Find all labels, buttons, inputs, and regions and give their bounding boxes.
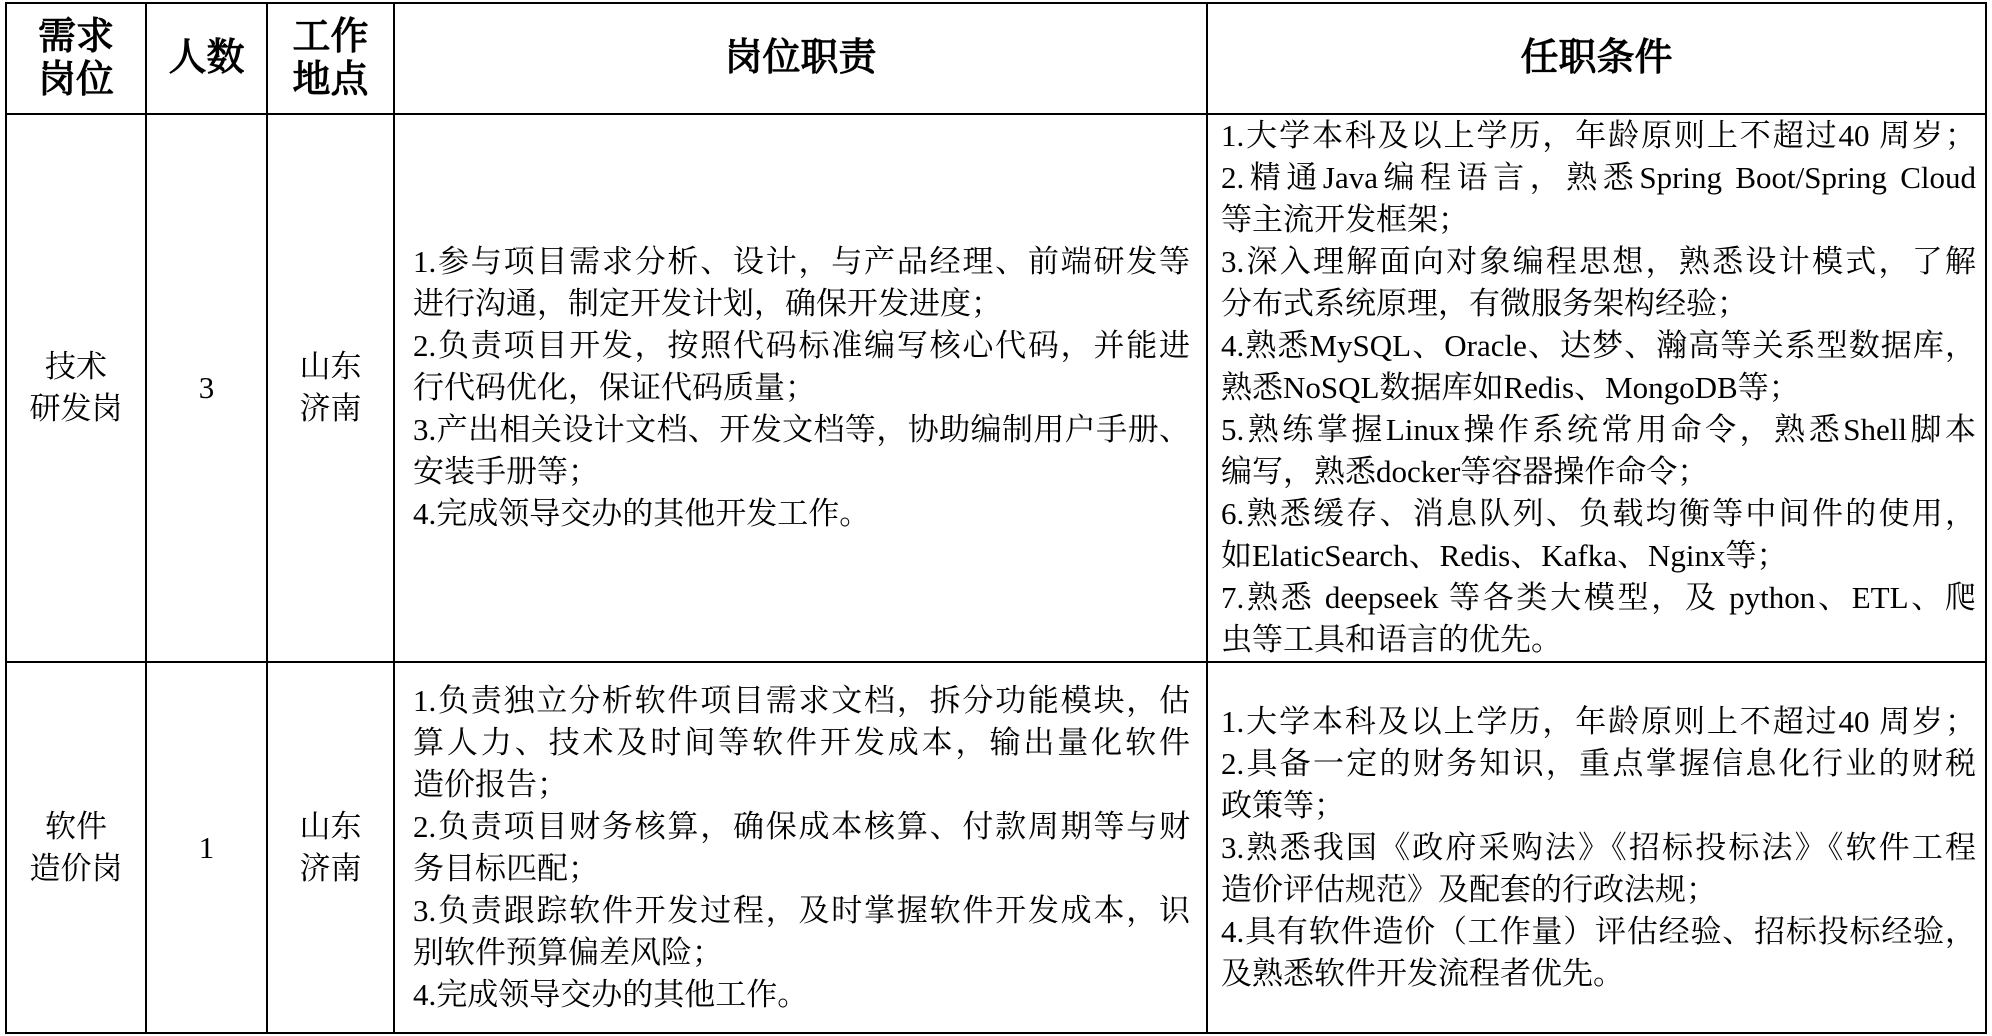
requirement-item xyxy=(1221,577,1976,661)
duty-line: 安装手册等； xyxy=(413,454,599,489)
requirement-line: 2.精通Java编程语言，熟悉Spring Boot/Spring Cloud xyxy=(1221,160,1976,195)
headcount-value: 3 xyxy=(198,370,215,405)
requirement-line: 2.具备一定的财务知识，重点掌握信息化行业的财税 xyxy=(1221,745,1976,781)
requirement-item xyxy=(1221,325,1976,409)
duty-line: 1.负责独立分析软件项目需求文档，拆分功能模块，估 xyxy=(413,682,1190,718)
requirement-line: 1.大学本科及以上学历，年龄原则上不超过40 周岁； xyxy=(1221,118,1976,153)
header-requirements xyxy=(1208,4,1985,113)
duties-cell xyxy=(395,663,1206,1032)
duty-line: 别软件预算偏差风险； xyxy=(413,934,723,970)
duty-item xyxy=(413,680,1190,806)
requirement-line: 3.熟悉我国《政府采购法》《招标投标法》《软件工程 xyxy=(1221,829,1976,865)
requirement-line: 如ElaticSearch、Redis、Kafka、Nginx等； xyxy=(1221,538,1788,573)
requirement-item xyxy=(1221,701,1976,743)
duty-item xyxy=(413,806,1190,890)
position-cell xyxy=(7,663,145,1032)
position-name-line: 研发岗 xyxy=(29,391,123,426)
requirement-item xyxy=(1221,115,1976,157)
duty-line: 3.产出相关设计文档、开发文档等，协助编制用户手册、 xyxy=(413,412,1190,447)
header-headcount xyxy=(147,4,266,113)
position-name-line: 软件 xyxy=(45,808,107,844)
requirement-item xyxy=(1221,493,1976,577)
duty-line: 造价报告； xyxy=(413,766,568,802)
position-cell xyxy=(7,115,145,661)
requirement-item xyxy=(1221,409,1976,493)
requirement-line: 4.熟悉MySQL、Oracle、达梦、瀚高等关系型数据库， xyxy=(1221,328,1976,363)
duty-line: 算人力、技术及时间等软件开发成本，输出量化软件 xyxy=(413,724,1190,760)
header-duties xyxy=(395,4,1206,113)
requirement-line: 7.熟悉 deepseek 等各类大模型，及 python、ETL、爬 xyxy=(1221,580,1976,615)
requirement-line: 编写，熟悉docker等容器操作命令； xyxy=(1221,454,1709,489)
header-position-line: 需求 xyxy=(37,15,114,58)
headcount-cell xyxy=(147,115,266,661)
requirement-line: 5.熟练掌握Linux操作系统常用命令，熟悉Shell脚本 xyxy=(1221,412,1976,447)
header-position xyxy=(7,4,145,113)
requirements-cell xyxy=(1208,663,1985,1032)
requirement-line: 6.熟悉缓存、消息队列、负载均衡等中间件的使用， xyxy=(1221,496,1976,531)
header-position-line: 岗位 xyxy=(37,58,114,101)
location-line: 济南 xyxy=(299,391,362,426)
duty-line: 1.参与项目需求分析、设计，与产品经理、前端研发等 xyxy=(413,244,1190,279)
duty-line: 4.完成领导交办的其他开发工作。 xyxy=(413,496,871,531)
duty-item xyxy=(413,325,1190,409)
duty-line: 4.完成领导交办的其他工作。 xyxy=(413,976,809,1012)
requirement-line: 3.深入理解面向对象编程思想，熟悉设计模式，了解 xyxy=(1221,244,1976,279)
duty-item xyxy=(413,890,1190,974)
requirement-line: 分布式系统原理，有微服务架构经验； xyxy=(1221,286,1748,321)
header-requirements-label: 任职条件 xyxy=(1520,37,1673,79)
job-table xyxy=(5,2,1987,1034)
header-location-line: 工作 xyxy=(292,15,369,58)
requirement-item xyxy=(1221,911,1976,995)
headcount-value: 1 xyxy=(198,829,215,865)
duty-line: 进行沟通，制定开发计划，确保开发进度； xyxy=(413,286,1002,321)
requirement-item xyxy=(1221,241,1976,325)
requirement-line: 1.大学本科及以上学历，年龄原则上不超过40 周岁； xyxy=(1221,703,1976,739)
position-name-line: 造价岗 xyxy=(29,850,123,886)
duty-line: 2.负责项目开发，按照代码标准编写核心代码，并能进 xyxy=(413,328,1190,363)
requirement-line: 政策等； xyxy=(1221,787,1345,823)
duty-line: 务目标匹配； xyxy=(413,850,599,886)
header-duties-label: 岗位职责 xyxy=(724,37,877,79)
duty-line: 行代码优化，保证代码质量； xyxy=(413,370,816,405)
requirement-line: 及熟悉软件开发流程者优先。 xyxy=(1221,955,1624,991)
location-line: 山东 xyxy=(299,808,362,844)
header-headcount-label: 人数 xyxy=(168,37,245,79)
location-cell xyxy=(268,115,393,661)
location-cell xyxy=(268,663,393,1032)
duty-line: 3.负责跟踪软件开发过程，及时掌握软件开发成本，识 xyxy=(413,892,1190,928)
requirement-line: 造价评估规范》及配套的行政法规； xyxy=(1221,871,1717,907)
duties-cell xyxy=(395,115,1206,661)
requirement-item xyxy=(1221,827,1976,911)
location-line: 济南 xyxy=(299,850,362,886)
requirement-line: 4.具有软件造价（工作量）评估经验、招标投标经验， xyxy=(1221,913,1976,949)
duty-item xyxy=(413,974,1190,1016)
duty-item xyxy=(413,241,1190,325)
header-location xyxy=(268,4,393,113)
position-name-line: 技术 xyxy=(45,349,107,384)
requirements-cell xyxy=(1208,115,1985,661)
header-location-line: 地点 xyxy=(292,58,369,101)
requirement-line: 等主流开发框架； xyxy=(1221,202,1469,237)
duty-item xyxy=(413,409,1190,493)
duty-item xyxy=(413,493,1190,535)
requirement-line: 虫等工具和语言的优先。 xyxy=(1221,622,1562,657)
requirement-line: 熟悉NoSQL数据库如Redis、MongoDB等； xyxy=(1221,370,1800,405)
location-line: 山东 xyxy=(299,349,362,384)
requirement-item xyxy=(1221,157,1976,241)
headcount-cell xyxy=(147,663,266,1032)
requirement-item xyxy=(1221,743,1976,827)
duty-line: 2.负责项目财务核算，确保成本核算、付款周期等与财 xyxy=(413,808,1190,844)
